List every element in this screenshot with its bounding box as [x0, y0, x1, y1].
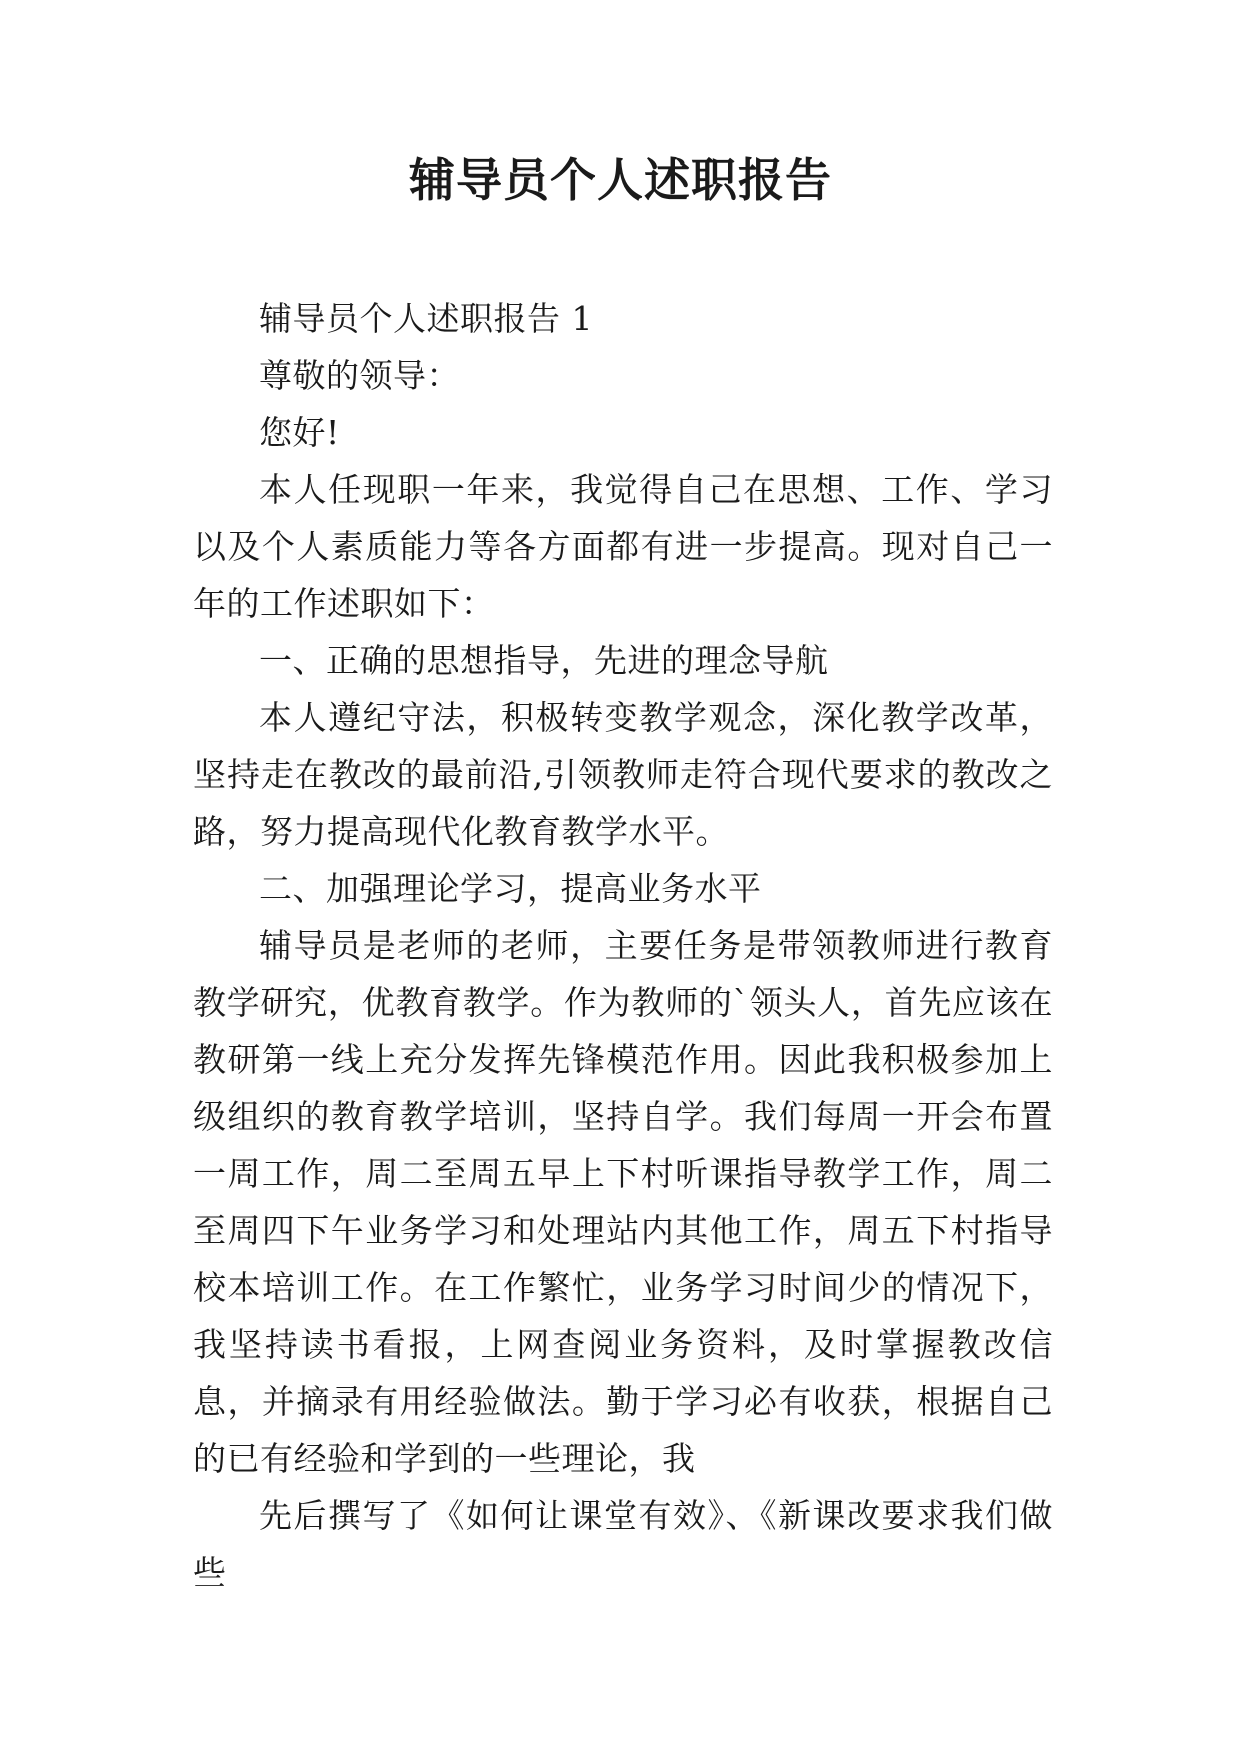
- paragraph-intro: 本人任现职一年来，我觉得自己在思想、工作、学习以及个人素质能力等各方面都有进一步提高。现对自己一年的工作述职如下：: [193, 470, 1053, 623]
- paragraph-3: 先后撰写了《如何让课堂有效》、《新课改要求我们做些: [193, 1496, 1053, 1592]
- paragraph-2: 辅导员是老师的老师，主要任务是带领教师进行教育教学研究，优教育教学。作为教师的`领头人，首先应该在教研第一线上充分发挥先锋模范作用。因此我积极参加上级组织的教育教学培训，坚持自学。我们每周一开会布置一周工作，周二至周五早上下村听课指导教学工作，周二至周四下午业务学习和处理站内其他工作，周五下村指导校本培训工作。在工作繁忙，业务学习时间少的情况下，我坚持读书看报，上网查阅业务资料，及时掌握教改信息，并摘录有用经验做法。勤于学习必有收获，根据自己的已有经验和学到的一些理论，我: [193, 926, 1053, 1478]
- document-body: [193, 290, 1053, 1601]
- document-title: 辅导员个人述职报告: [409, 153, 832, 207]
- section-heading: 辅导员个人述职报告 1: [259, 299, 593, 338]
- salutation: 尊敬的领导：: [259, 356, 460, 395]
- heading-1: 一、正确的思想指导，先进的理念导航: [259, 641, 829, 680]
- paragraph-1: 本人遵纪守法，积极转变教学观念，深化教学改革，坚持走在教改的最前沿,引领教师走符合现代要求的教改之路，努力提高现代化教育教学水平。: [193, 698, 1053, 851]
- heading-2: 二、加强理论学习，提高业务水平: [259, 869, 762, 908]
- greeting: 您好!: [259, 413, 340, 452]
